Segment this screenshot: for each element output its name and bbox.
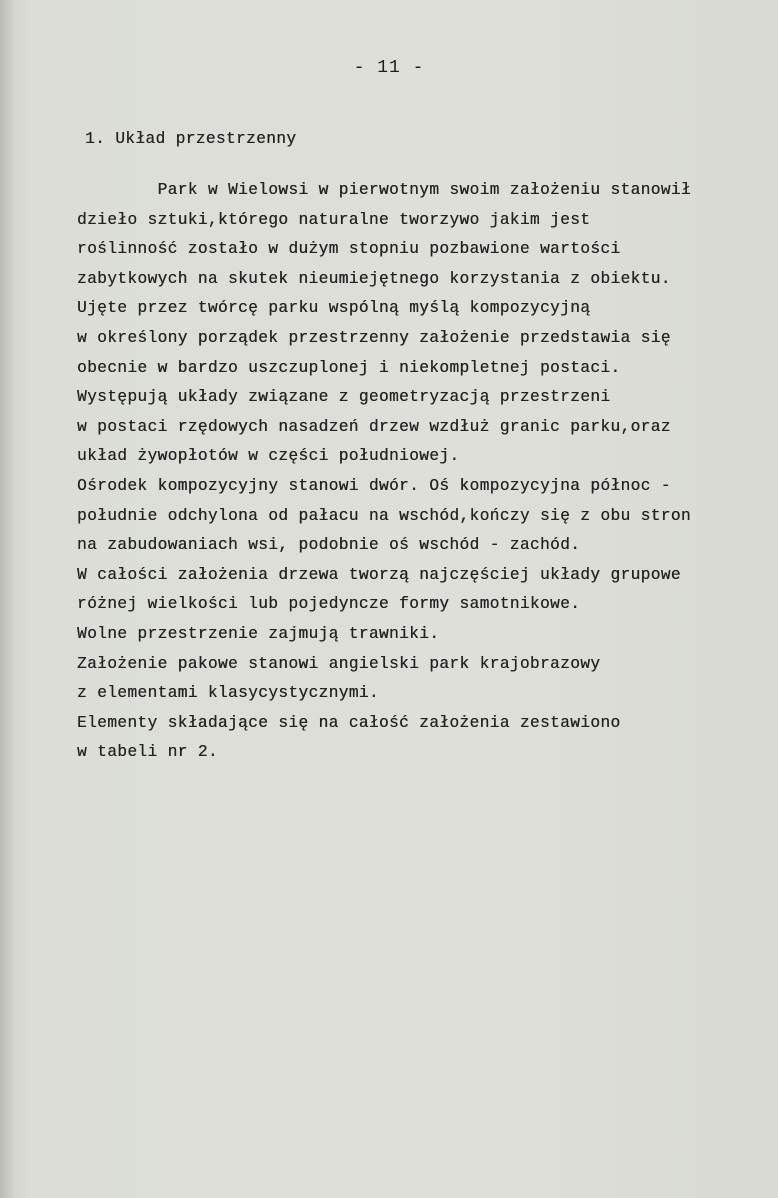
text-line: w postaci rzędowych nasadzeń drzew wzdłuż granic parku,oraz [77,417,671,436]
text-line: Ujęte przez twórcę parku wspólną myślą kompozycyjną [77,299,591,318]
text-line: Założenie pakowe stanowi angielski park krajobrazowy [77,654,601,673]
text-line: Park w Wielowsi w pierwotnym swoim założeniu stanowił [77,181,691,199]
text-line: dzieło sztuki,którego naturalne tworzywo jakim jest [77,210,591,229]
text-line: różnej wielkości lub pojedyncze formy samotnikowe. [77,595,581,614]
body-text [77,176,691,768]
text-line: obecnie w bardzo uszczuplonej i niekompletnej postaci. [77,358,621,377]
text-line: W całości założenia drzewa tworzą najczęściej układy grupowe [77,565,681,584]
text-line: z elementami klasycystycznymi. [77,684,379,703]
text-line: roślinność zostało w dużym stopniu pozbawione wartości [77,240,621,259]
page-edge-shadow [0,0,14,1198]
text-line: Ośrodek kompozycyjny stanowi dwór. Oś kompozycyjna północ - [77,476,671,495]
section-heading: 1. Układ przestrzenny [85,130,297,148]
page-number: - 11 - [353,58,425,78]
text-line: na zabudowaniach wsi, podobnie oś wschód - zachód. [77,536,581,555]
text-line: w określony porządek przestrzenny założenie przedstawia się [77,328,671,347]
text-line: Występują układy związane z geometryzacją przestrzeni [77,388,611,407]
text-line: zabytkowych na skutek nieumiejętnego korzystania z obiektu. [77,269,671,288]
text-line: Wolne przestrzenie zajmują trawniki. [77,624,440,643]
text-line: południe odchylona od pałacu na wschód,kończy się z obu stron [77,506,691,525]
text-line: układ żywopłotów w części południowej. [77,447,460,466]
text-line: Elementy składające się na całość założenia zestawiono [77,713,621,732]
text-line: w tabeli nr 2. [77,743,218,762]
